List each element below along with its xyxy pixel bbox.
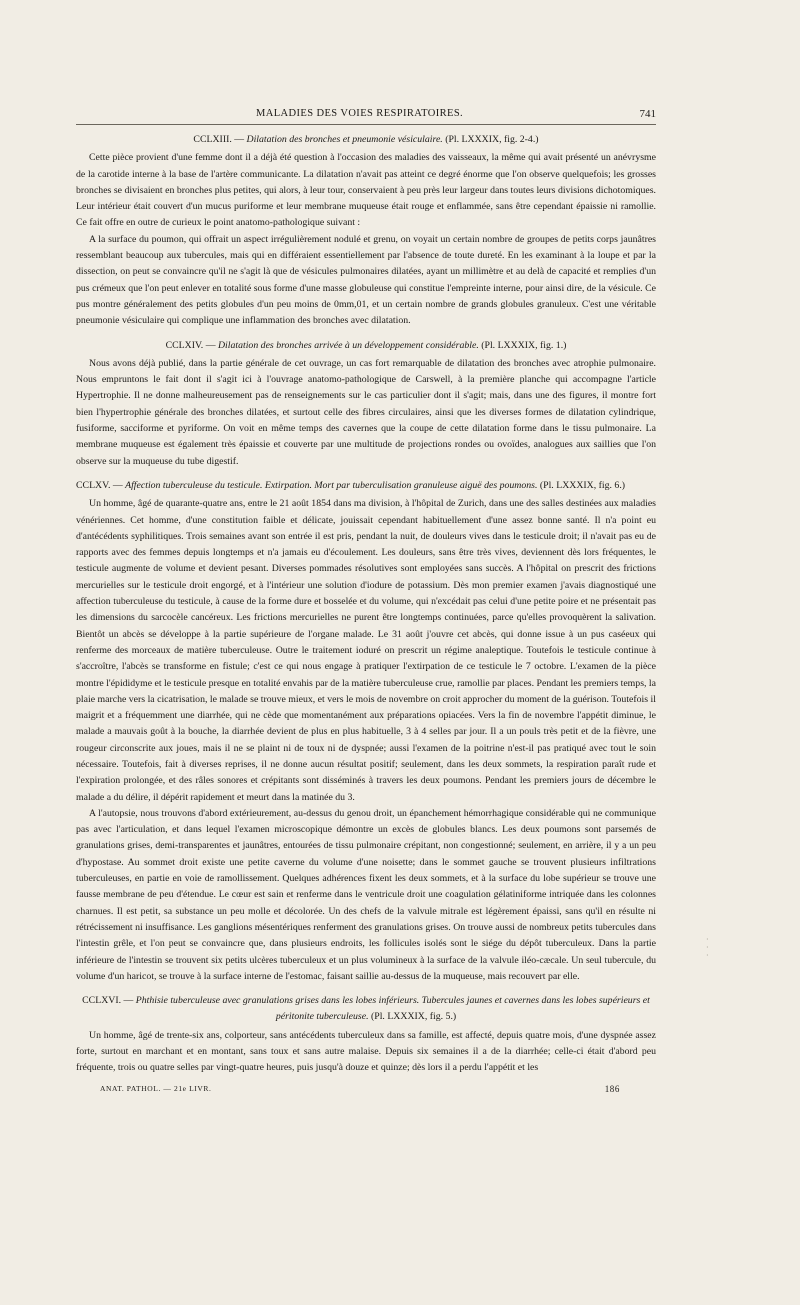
paragraph: Cette pièce provient d'une femme dont il a déjà été question à l'occasion des maladies des vaisseaux, la même qui avait présenté un anévrysme de la carotide interne à la base de l'artère communicante. La dilatation n'avait pas atteint ce degré énorme que l'on observe quelquefois; les grosses bronches se divisaient en bronches plus petites, qui alors, à leur tour, conservaient à peu près leur largeur dans toutes leurs divisions dichotomiques. Leur intérieur était couvert d'un mucus puriforme et leur membrane muqueuse était rouge et enflammée, sans être cependant épaissie ni ramollie. Ce fait offre en outre de curieux le point anatomo-pathologique suivant : <box>76 152 656 229</box>
section-title: Dilatation des bronches et pneumonie vésiculaire. <box>246 134 443 145</box>
paragraph: Un homme, âgé de trente-six ans, colporteur, sans antécédents tuberculeux dans sa famille, est affecté, depuis quatre mois, d'une dyspnée assez forte, surtout en marchant et en montant, sans toux et sans autre malaise. Depuis six semaines il a de la diarrhée; celle-ci était d'abord peu fréquente, trois ou quatre selles par vingt-quatre heures, puis jusqu'à douze et quinze; dès lors il a perdu l'appétit et les <box>76 1029 656 1074</box>
section-heading: CCLXV. — Affection tuberculeuse du testicule. Extirpation. Mort par tuberculisation granuleuse aiguë des poumons. (Pl. LXXXIX, fig. 6.) <box>76 479 626 491</box>
margin-mark-icon: · · · <box>706 935 709 960</box>
printer-signature: ANAT. PATHOL. — 21e LIVR. <box>100 1084 212 1093</box>
section-heading: CCLXIV. — Dilatation des bronches arrivée à un développement considérable. (Pl. LXXXIX, fig. 1.) <box>165 339 567 351</box>
signature-number: 186 <box>604 1084 620 1094</box>
paragraph: A la surface du poumon, qui offrait un aspect irrégulièrement nodulé et grenu, on voyait un certain nombre de groupes de petits corps jaunâtres ressemblant beaucoup aux tubercules, mais qui en différaient essentiellement par l'absence de toute dureté. En les examinant à la loupe et par la dissection, on peut se convaincre qu'il ne s'agit là que de vésicules pulmonaires dilatées, ayant un millimètre et au delà de capacité et remplies d'un pus crémeux que l'on peut enlever en totalité sous forme d'une masse globuleuse qui constitue l'empreinte interne, pour ainsi dire, de la vésicule. Ce pus montre généralement des petits globules d'un peu moins de 0mm,01, et un certain nombre de grands globules granuleux. C'est une véritable pneumonie vésiculaire qui complique une inflammation des bronches avec dilatation. <box>76 233 656 327</box>
page-number: 741 <box>639 108 656 120</box>
running-header <box>76 108 656 124</box>
running-title: MALADIES DES VOIES RESPIRATOIRES. <box>256 108 464 119</box>
section-number: CCLXIII. <box>193 134 232 145</box>
section-number: CCLXVI. <box>82 995 122 1007</box>
plate-reference: (Pl. LXXXIX, fig. 6.) <box>539 479 626 491</box>
paragraph: Nous avons déjà publié, dans la partie générale de cet ouvrage, un cas fort remarquable de dilatation des bronches avec atrophie pulmonaire. Nous empruntons le fait dont il s'agit ici à l'ouvrage anatomo-pathologique de Carswell, à la première planche qui accompagne l'article Hypertrophie. Il ne donne malheureusement pas de renseignements sur le cas particulier dont il s'agit; mais, dans une des figures, il montre fort bien l'hypertrophie générale des bronches dilatées, et surtout celle des fibres circulaires, ainsi que les diverses formes de dilatation cylindrique, fusiforme, sacciforme et pyriforme. On voit en même temps des cavernes que la coupe de cette dilatation forme dans le tissu pulmonaire. La membrane muqueuse est également très épaissie et couverte par une multitude de projections rondes ou ovoïdes, analogues aux saillies que l'on observe sur la muqueuse du tube digestif. <box>76 357 656 467</box>
plate-reference: (Pl. LXXXIX, fig. 5.) <box>370 1011 457 1023</box>
section-title: Affection tuberculeuse du testicule. Extirpation. Mort par tuberculisation granuleuse aiguë des poumons. <box>125 479 538 491</box>
header-rule <box>76 124 656 125</box>
page-body <box>76 132 656 1077</box>
section-heading: CCLXVI. — Phthisie tuberculeuse avec granulations grises dans les lobes inférieurs. Tubercules jaunes et cavernes dans les lobes supérieurs et péritonite tuberculeuse. (Pl. LXXXIX, fig. 5.) <box>82 995 650 1023</box>
page-footer <box>100 1084 620 1098</box>
paragraph: A l'autopsie, nous trouvons d'abord extérieurement, au-dessus du genou droit, un épanchement hémorrhagique considérable qui ne communique pas avec l'articulation, et dans lequel l'examen microscopique démontre un excès de globules blancs. Les deux poumons sont parsemés de granulations grises, demi-transparentes et jaunâtres, entourées de tissu pulmonaire crépitant, non congestionné; seulement, en arrière, il y a un peu d'hypostase. Au sommet droit existe une petite caverne du volume d'une noisette; dans le sommet gauche se trouvent plusieurs infiltrations tuberculeuses, en partie en voie de ramollissement. Quelques adhérences fixent les deux sommets, et à la surface du lobe supérieur se trouve une fausse membrane de peu d'étendue. Le cœur est sain et renferme dans le ventricule droit une coagulation gélatiniforme intriquée dans les colonnes charnues. Il est petit, sa substance un peu molle et décolorée. Un des chefs de la valvule mitrale est légèrement épaissi, sans qu'il en résulte ni rétrécissement ni insuffisance. Les ganglions mésentériques renferment des granulations grises. On trouve aussi de nombreux petits tubercules dans l'intestin grêle, et l'on peut se convaincre que, dans plusieurs endroits, les follicules isolés sont le siége du dépôt tuberculeux. Dans la partie inférieure de l'intestin se trouvent six petits ulcères tuberculeux et un plus volumineux à la surface de la valvule iléo-cæcale. Un seul tubercule, du volume d'un haricot, se trouve à la surface interne de l'estomac, faisant saillie au-dessus de la muqueuse, mais recouvert par elle. <box>76 807 656 982</box>
section-title: Phthisie tuberculeuse avec granulations grises dans les lobes inférieurs. Tubercules jaunes et cavernes dans les lobes supérieurs et péritonite tuberculeuse. <box>135 995 650 1023</box>
plate-reference: (Pl. LXXXIX, fig. 1.) <box>481 339 567 351</box>
section-number: CCLXV. <box>76 479 111 491</box>
section-heading: CCLXIII. — Dilatation des bronches et pneumonie vésiculaire. (Pl. LXXXIX, fig. 2-4.) <box>193 134 539 145</box>
paragraph: Un homme, âgé de quarante-quatre ans, entre le 21 août 1854 dans ma division, à l'hôpital de Zurich, dans une des salles destinées aux maladies vénériennes. Cet homme, d'une constitution faible et délicate, jouissait cependant habituellement d'une assez bonne santé. Il n'a point eu d'antécédents syphilitiques. Trois semaines avant son entrée il est pris, pendant la nuit, de douleurs vives dans le testicule droit; il n'avait pas eu de rapports avec des femmes depuis longtemps et n'a jamais eu d'écoulement. Les douleurs, sans être très vives, deviennent dès lors fréquentes, le testicule augmente de volume et devient pesant. Diverses pommades résolutives sont employées sans succès. A l'hôpital on prescrit des frictions mercurielles sur le testicule droit engorgé, et à l'intérieur une solution d'iodure de potassium. Dès mon premier examen j'avais diagnostiqué une affection tuberculeuse du testicule, à cause de la forme dure et bosselée et du volume, qui n'excédait pas celui d'une petite poire et ne présentait pas les dimensions du sarcocèle cancéreux. Les frictions mercurielles ne purent être longtemps continuées, parce qu'elles provoquèrent la salivation. Bientôt un abcès se développe à la partie supérieure de l'organe malade. Le 31 août j'ouvre cet abcès, qui donne issue à un pus caséeux qui renferme des morceaux de matière tuberculeuse. Outre le traitement ioduré on prescrit un régime analeptique. Toutefois le testicule continue à s'accroître, l'abcès se transforme en fistule; c'est ce qui nous engage à pratiquer l'extirpation de ce testicule le 7 octobre. L'examen de la pièce montre l'épididyme et le testicule presque en totalité envahis par de la matière tuberculeuse crue, ramollie par places. Pendant les premiers temps, la plaie marche vers la cicatrisation, le malade se trouve mieux, et vers le mois de novembre on croit approcher du moment de la guérison. Toutefois il maigrit et a fréquemment une diarrhée, qui ne cède que momentanément aux préparations opiacées. Vers la fin de novembre l'appétit diminue, le malade a mauvais goût à la bouche, la diarrhée devient de plus en plus habituelle, 3 à 4 selles par jour. Il a un pouls très petit et de la fièvre, une rougeur circonscrite aux joues, mais il ne se plaint ni de toux ni de dyspnée; aussi l'examen de la poitrine n'est-il pas pratiqué avec tout le soin nécessaire. Toutefois, fait à diverses reprises, il ne donne aucun résultat positif; seulement, dans les deux sommets, la respiration paraît rude et l'expiration prolongée, et des râles sonores et crépitants sont disséminés à travers les deux poumons. Pendant les premiers jours de décembre le malade a du délire, il dépérit rapidement et meurt dans la matinée du 3. <box>76 498 656 803</box>
section-number: CCLXIV. <box>165 339 204 351</box>
section-title: Dilatation des bronches arrivée à un développement considérable. <box>217 339 479 351</box>
plate-reference: (Pl. LXXXIX, fig. 2-4.) <box>445 134 539 145</box>
